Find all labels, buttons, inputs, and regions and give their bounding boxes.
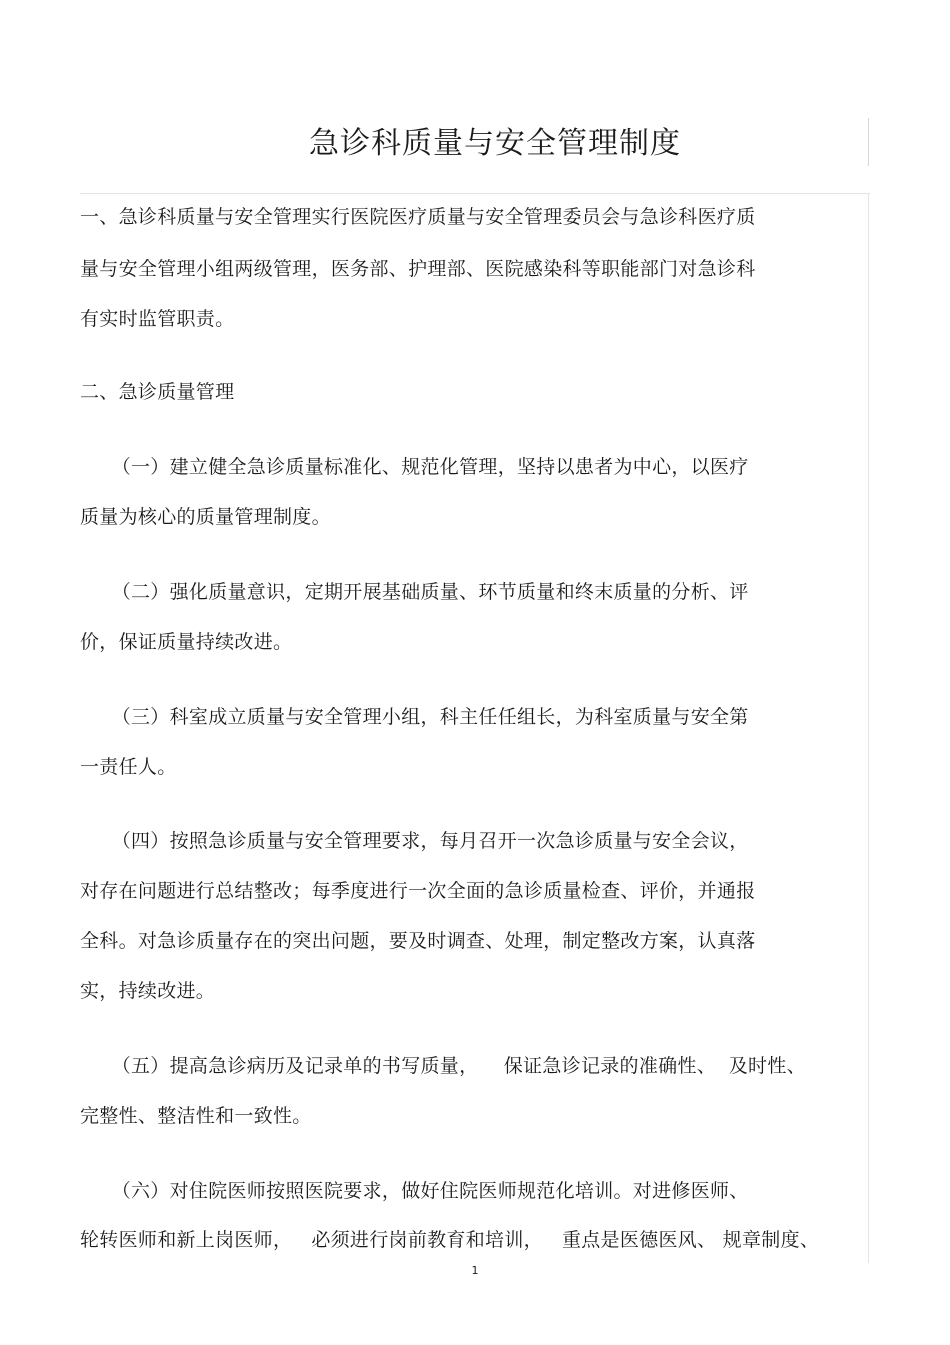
section-heading: 二、急诊质量管理 — [80, 381, 235, 403]
text-line: 完整性、整洁性和一致性。 — [80, 1105, 312, 1127]
text-line: （二）强化质量意识，定期开展基础质量、环节质量和终末质量的分析、评 — [80, 581, 749, 603]
text-line: 有实时监管职责。 — [80, 308, 235, 330]
text-line: 全科。对急诊质量存在的突出问题，要及时调查、处理，制定整改方案，认真落 — [80, 930, 756, 952]
title-divider — [868, 118, 869, 166]
document-title: 急诊科质量与安全管理制度 — [309, 126, 681, 161]
text-line: 对存在问题进行总结整改；每季度进行一次全面的急诊质量检查、评价，并通报 — [80, 880, 756, 902]
text-line: （一）建立健全急诊质量标准化、规范化管理，坚持以患者为中心，以医疗 — [80, 456, 749, 478]
text-line: （六）对住院医师按照医院要求，做好住院医师规范化培训。对进修医师、 — [80, 1180, 749, 1202]
header-divider — [80, 193, 870, 194]
text-line: （五）提高急诊病历及记录单的书写质量， 保证急诊记录的准确性、 及时性、 — [80, 1055, 806, 1077]
text-line: （四）按照急诊质量与安全管理要求，每月召开一次急诊质量与安全会议， — [80, 830, 749, 852]
text-line: 一、急诊科质量与安全管理实行医院医疗质量与安全管理委员会与急诊科医疗质 — [80, 206, 756, 228]
text-line: 轮转医师和新上岗医师， 必须进行岗前教育和培训， 重点是医德医风、 规章制度、 — [80, 1229, 820, 1251]
text-line: （三）科室成立质量与安全管理小组，科主任任组长，为科室质量与安全第 — [80, 706, 749, 728]
right-margin-divider — [868, 193, 869, 1263]
text-line: 量与安全管理小组两级管理，医务部、护理部、医院感染科等职能部门对急诊科 — [80, 258, 756, 280]
text-line: 一责任人。 — [80, 756, 177, 778]
text-line: 质量为核心的质量管理制度。 — [80, 506, 331, 528]
text-line: 实，持续改进。 — [80, 980, 216, 1002]
page-number: 1 — [471, 1264, 479, 1277]
text-line: 价，保证质量持续改进。 — [80, 631, 293, 653]
